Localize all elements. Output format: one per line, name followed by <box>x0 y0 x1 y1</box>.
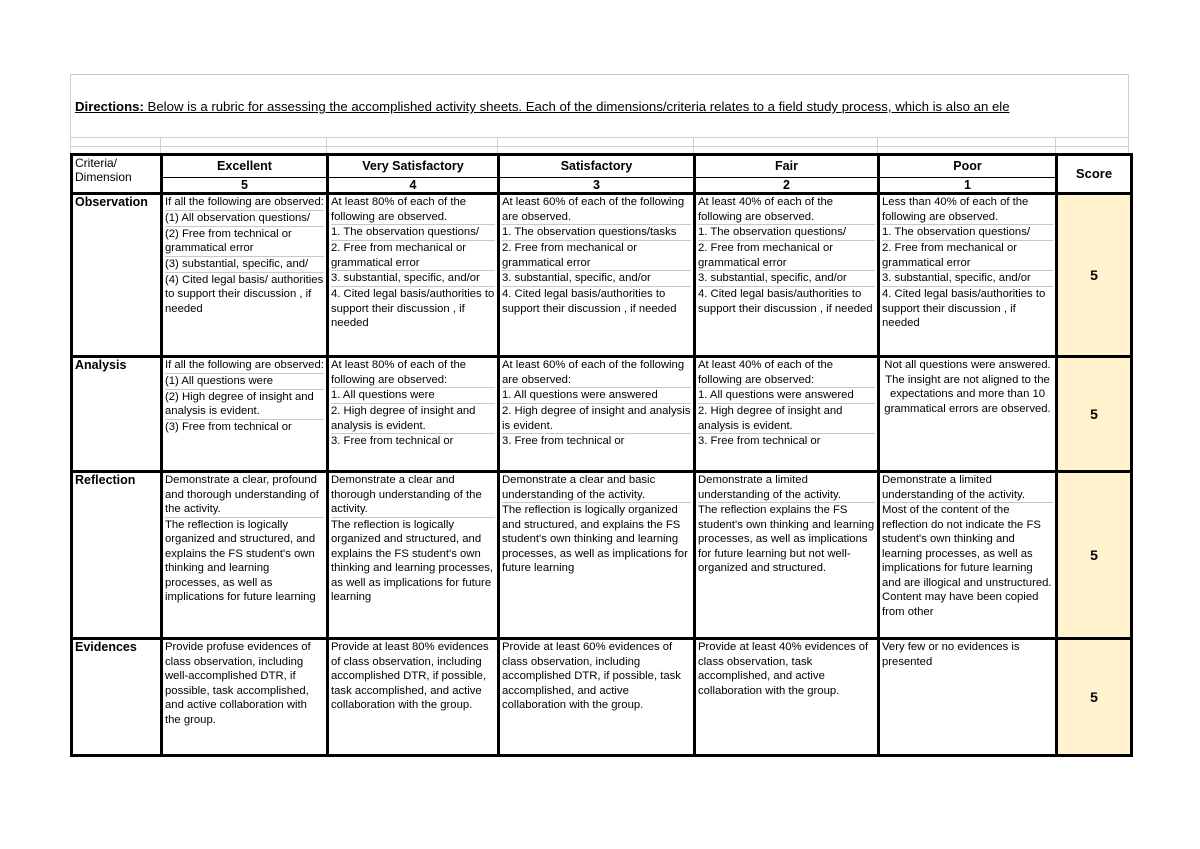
rubric-cell <box>328 639 499 756</box>
rubric-cell <box>328 194 499 357</box>
gridline <box>326 137 327 153</box>
header-row <box>72 155 1132 178</box>
rubric-cell <box>695 639 879 756</box>
rubric-criterion-text: The reflection is logically organized and structured, and explains the FS student's own thinking and learning processes, as well as implications for future learning <box>331 518 494 603</box>
header-points-row <box>72 177 1132 193</box>
rubric-criterion-text: 1. The observation questions/ <box>331 225 495 241</box>
rubric-cell <box>162 472 328 639</box>
rubric-criterion-text: 1. The observation questions/ <box>882 225 1053 241</box>
rubric-criterion-text: (3) Free from technical or <box>165 420 292 433</box>
directions-label: Directions: <box>75 99 144 114</box>
level-points-header: 3 <box>499 177 695 193</box>
rubric-criterion-text: 4. Cited legal basis/authorities to support their discussion , if needed <box>331 288 495 329</box>
rubric-criterion-text: Provide at least 60% evidences of class observation, including accomplished DTR, if possible, task accomplished, and active collaboration with the group. <box>502 641 681 711</box>
rubric-criterion-text: (4) Cited legal basis/ authorities to support their discussion , if needed <box>165 273 324 315</box>
gridline <box>1055 137 1056 153</box>
rubric-cell <box>879 194 1057 357</box>
directions-text <box>75 99 1129 117</box>
directions-body: Below is a rubric for assessing the accomplished activity sheets. Each of the dimensions/criteria relates to a field study process, which is also an ele <box>143 99 1010 114</box>
criterion-row <box>72 357 1132 472</box>
rubric-criterion-text: Very few or no evidences is presented <box>882 641 1020 668</box>
rubric-cell <box>499 639 695 756</box>
gridline <box>70 137 1129 138</box>
rubric-criterion-text: 2. Free from mechanical or grammatical error <box>502 241 691 271</box>
score-cell[interactable]: 5 <box>1057 639 1132 756</box>
score-cell[interactable]: 5 <box>1057 472 1132 639</box>
rubric-criterion-text: If all the following are observed: <box>165 358 324 374</box>
gridline <box>70 146 1129 147</box>
rubric-criterion-text: The reflection explains the FS student's own thinking and learning processes, as well as implications for future learning but not well-organized and structured. <box>698 504 875 574</box>
rubric-criterion-text: At least 80% of each of the following are observed: <box>331 358 495 388</box>
rubric-criterion-text: 3. substantial, specific, and/or <box>502 271 691 287</box>
rubric-criterion-text: 1. All questions were <box>331 388 495 404</box>
rubric-criterion-text: 3. substantial, specific, and/or <box>882 271 1053 287</box>
rubric-criterion-text: 2. Free from mechanical or grammatical error <box>331 241 495 271</box>
rubric-criterion-text: 1. The observation questions/tasks <box>502 225 691 241</box>
rubric-table <box>70 153 1133 757</box>
level-points-header: 5 <box>162 177 328 193</box>
criterion-name: Analysis <box>72 357 162 472</box>
gridline <box>877 137 878 153</box>
gridline <box>70 74 71 154</box>
rubric-cell <box>499 357 695 472</box>
rubric-cell <box>695 357 879 472</box>
rubric-criterion-text: 1. All questions were answered <box>698 388 875 404</box>
rubric-criterion-text: (1) All questions were <box>165 374 324 390</box>
rubric-criterion-text: (1) All observation questions/ <box>165 211 324 227</box>
rubric-criterion-text: Demonstrate a clear, profound and thorough understanding of the activity. <box>165 473 324 518</box>
level-points-header: 2 <box>695 177 879 193</box>
rubric-criterion-text: At least 40% of each of the following are observed: <box>698 358 875 388</box>
gridline <box>497 137 498 153</box>
rubric-criterion-text: (3) substantial, specific, and/ <box>165 257 324 273</box>
rubric-criterion-text: 1. All questions were answered <box>502 388 691 404</box>
rubric-criterion-text: At least 60% of each of the following are observed: <box>502 358 691 388</box>
level-name-header: Satisfactory <box>499 155 695 178</box>
rubric-cell <box>499 194 695 357</box>
criterion-name: Evidences <box>72 639 162 756</box>
rubric-cell <box>328 357 499 472</box>
rubric-criterion-text: At least 60% of each of the following are observed. <box>502 195 691 225</box>
rubric-criterion-text: Provide at least 80% evidences of class observation, including accomplished DTR, if possible, task accomplished, and active collaboration with the group. <box>331 641 489 711</box>
level-points-header: 1 <box>879 177 1057 193</box>
rubric-criterion-text: Demonstrate a limited understanding of the activity. <box>698 473 875 503</box>
rubric-criterion-text: 3. Free from technical or <box>502 435 625 447</box>
criterion-row <box>72 194 1132 357</box>
level-points-header: 4 <box>328 177 499 193</box>
rubric-criterion-text: Provide profuse evidences of class observation, including well-accomplished DTR, if possible, task accomplished, and active collaboration with the group. <box>165 641 311 726</box>
rubric-cell <box>499 472 695 639</box>
rubric-criterion-text: Provide at least 40% evidences of class observation, task accomplished, and active collaboration with the group. <box>698 641 869 697</box>
score-header: Score <box>1057 155 1132 194</box>
rubric-criterion-text: Demonstrate a clear and basic understanding of the activity. <box>502 473 691 503</box>
rubric-criterion-text: 2. High degree of insight and analysis is evident. <box>502 404 691 434</box>
level-name-header: Very Satisfactory <box>328 155 499 178</box>
criterion-name: Observation <box>72 194 162 357</box>
criterion-row <box>72 472 1132 639</box>
rubric-criterion-text: (2) Free from technical or grammatical error <box>165 227 324 257</box>
sheet-top-border <box>70 74 1129 75</box>
rubric-cell <box>695 472 879 639</box>
rubric-cell <box>695 194 879 357</box>
rubric-cell <box>879 357 1057 472</box>
rubric-criterion-text: 3. Free from technical or <box>698 435 821 447</box>
rubric-criterion-text: 3. substantial, specific, and/or <box>331 271 495 287</box>
rubric-cell <box>162 194 328 357</box>
rubric-criterion-text: 2. High degree of insight and analysis is evident. <box>331 404 495 434</box>
rubric-criterion-text: The reflection is logically organized and structured, and explains the FS student's own thinking and learning processes, as well as implications for future learning <box>165 518 316 603</box>
gridline <box>160 137 161 153</box>
rubric-criterion-text: 4. Cited legal basis/authorities to support their discussion , if needed <box>502 288 677 315</box>
rubric-criterion-text: Demonstrate a clear and thorough understanding of the activity. <box>331 473 495 518</box>
rubric-criterion-text: 2. High degree of insight and analysis is evident. <box>698 404 875 434</box>
criterion-name: Reflection <box>72 472 162 639</box>
rubric-criterion-text: At least 80% of each of the following are observed. <box>331 195 495 225</box>
rubric-criterion-text: Most of the content of the reflection do not indicate the FS student's own thinking and learning processes, as well as implications for future learning and are illogical and unstructured. Content may have been copied from other <box>882 504 1052 618</box>
rubric-cell <box>879 639 1057 756</box>
rubric-criterion-text: At least 40% of each of the following are observed. <box>698 195 875 225</box>
criteria-header: Criteria/ Dimension <box>72 155 162 194</box>
rubric-criterion-text: 4. Cited legal basis/authorities to support their discussion , if needed <box>882 288 1046 329</box>
score-cell[interactable]: 5 <box>1057 194 1132 357</box>
rubric-cell <box>162 639 328 756</box>
rubric-cell <box>162 357 328 472</box>
level-name-header: Excellent <box>162 155 328 178</box>
rubric-criterion-text: 3. Free from technical or <box>331 435 454 447</box>
rubric-cell <box>879 472 1057 639</box>
level-name-header: Fair <box>695 155 879 178</box>
rubric-criterion-text: Demonstrate a limited understanding of the activity. <box>882 473 1053 503</box>
rubric-criterion-text: 1. The observation questions/ <box>698 225 875 241</box>
rubric-criterion-text: If all the following are observed: <box>165 195 324 211</box>
rubric-criterion-text: 2. Free from mechanical or grammatical error <box>698 241 875 271</box>
rubric-criterion-text: (2) High degree of insight and analysis is evident. <box>165 390 324 420</box>
rubric-criterion-text: 3. substantial, specific, and/or <box>698 271 875 287</box>
rubric-criterion-text: The reflection is logically organized and structured, and explains the FS student's own thinking and learning processes, as well as implications for future learning <box>502 504 688 574</box>
rubric-criterion-text: 2. Free from mechanical or grammatical error <box>882 241 1053 271</box>
rubric-criterion-text: Less than 40% of each of the following are observed. <box>882 195 1053 225</box>
rubric-cell <box>328 472 499 639</box>
gridline <box>693 137 694 153</box>
level-name-header: Poor <box>879 155 1057 178</box>
criterion-row <box>72 639 1132 756</box>
rubric-criterion-text: 4. Cited legal basis/authorities to support their discussion , if needed <box>698 288 873 315</box>
score-cell[interactable]: 5 <box>1057 357 1132 472</box>
rubric-criterion-text: Not all questions were answered. The insight are not aligned to the expectations and more than 10 grammatical errors are observed. <box>884 359 1051 415</box>
